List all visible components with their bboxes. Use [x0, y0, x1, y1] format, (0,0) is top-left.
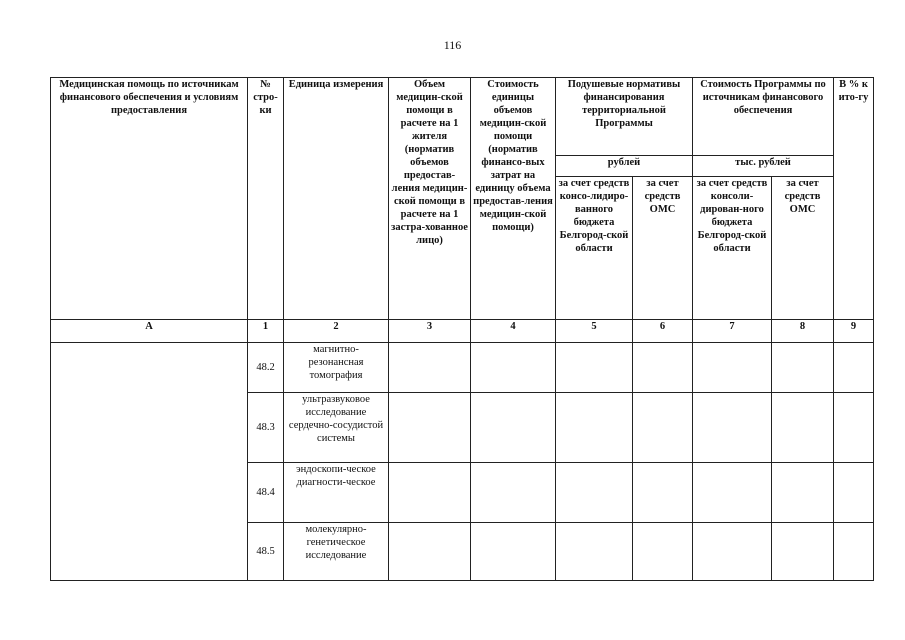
empty-cell [693, 523, 772, 581]
empty-cell [471, 523, 556, 581]
empty-cell [389, 343, 471, 393]
empty-cell [834, 393, 874, 463]
empty-cell [633, 393, 693, 463]
column-number: 1 [248, 320, 284, 343]
header-per-capita: Подушевые нормативы финансирования территориальной Программы [556, 78, 693, 156]
empty-cell [389, 523, 471, 581]
row-unit: магнитно-резонансная томография [284, 343, 389, 393]
header-src-oms-program: за счет средств ОМС [772, 177, 834, 320]
header-unit-rub: рублей [556, 156, 693, 177]
empty-cell [772, 463, 834, 523]
column-number: 7 [693, 320, 772, 343]
empty-cell [633, 523, 693, 581]
empty-cell [693, 393, 772, 463]
empty-cell [772, 343, 834, 393]
row-unit: ультразвуковое исследование сердечно-сосудистой системы [284, 393, 389, 463]
row-unit: эндоскопи-ческое диагности-ческое [284, 463, 389, 523]
empty-cell [556, 523, 633, 581]
column-number: 3 [389, 320, 471, 343]
empty-cell [471, 343, 556, 393]
row-group-label-cell [51, 343, 248, 581]
empty-cell [556, 393, 633, 463]
header-src-budget-program: за счет средств консоли-дирован-ного бюджета Белгород-ской области [693, 177, 772, 320]
column-number: А [51, 320, 248, 343]
header-col-a: Медицинская помощь по источникам финансового обеспечения и условиям предоставления [51, 78, 248, 320]
row-line-number: 48.4 [248, 463, 284, 523]
row-line-number: 48.2 [248, 343, 284, 393]
header-volume: Объем медицин-ской помощи в расчете на 1 жителя (норматив объемов предостав-ления медицин-ской помощи в расчете на 1 застра-хованное лицо) [389, 78, 471, 320]
header-line-no: № стро-ки [248, 78, 284, 320]
header-unit-thousand-rub: тыс. рублей [693, 156, 834, 177]
table-row [51, 343, 874, 393]
header-src-budget-per-capita: за счет средств консо-лидиро-ванного бюджета Белгород-ской области [556, 177, 633, 320]
column-number-row [51, 320, 874, 343]
header-program-cost: Стоимость Программы по источникам финансового обеспечения [693, 78, 834, 156]
empty-cell [772, 523, 834, 581]
header-cost: Стоимость единицы объемов медицин-ской помощи (норматив финансо-вых затрат на единицу объема предостав-ления медицин-ской помощи) [471, 78, 556, 320]
empty-cell [389, 463, 471, 523]
empty-cell [834, 343, 874, 393]
row-line-number: 48.5 [248, 523, 284, 581]
column-number: 6 [633, 320, 693, 343]
column-number: 8 [772, 320, 834, 343]
empty-cell [389, 393, 471, 463]
empty-cell [693, 343, 772, 393]
column-number: 5 [556, 320, 633, 343]
empty-cell [471, 463, 556, 523]
empty-cell [772, 393, 834, 463]
empty-cell [834, 523, 874, 581]
header-src-oms-per-capita: за счет средств ОМС [633, 177, 693, 320]
page-number: 116 [443, 38, 462, 52]
empty-cell [633, 343, 693, 393]
empty-cell [693, 463, 772, 523]
row-line-number: 48.3 [248, 393, 284, 463]
header-unit: Единица измерения [284, 78, 389, 320]
column-number: 2 [284, 320, 389, 343]
empty-cell [556, 343, 633, 393]
row-unit: молекулярно-генетическое исследование [284, 523, 389, 581]
empty-cell [633, 463, 693, 523]
empty-cell [556, 463, 633, 523]
empty-cell [834, 463, 874, 523]
column-number: 9 [834, 320, 874, 343]
financing-table [50, 77, 874, 581]
header-percent: В % к ито-гу [834, 78, 874, 320]
empty-cell [471, 393, 556, 463]
column-number: 4 [471, 320, 556, 343]
